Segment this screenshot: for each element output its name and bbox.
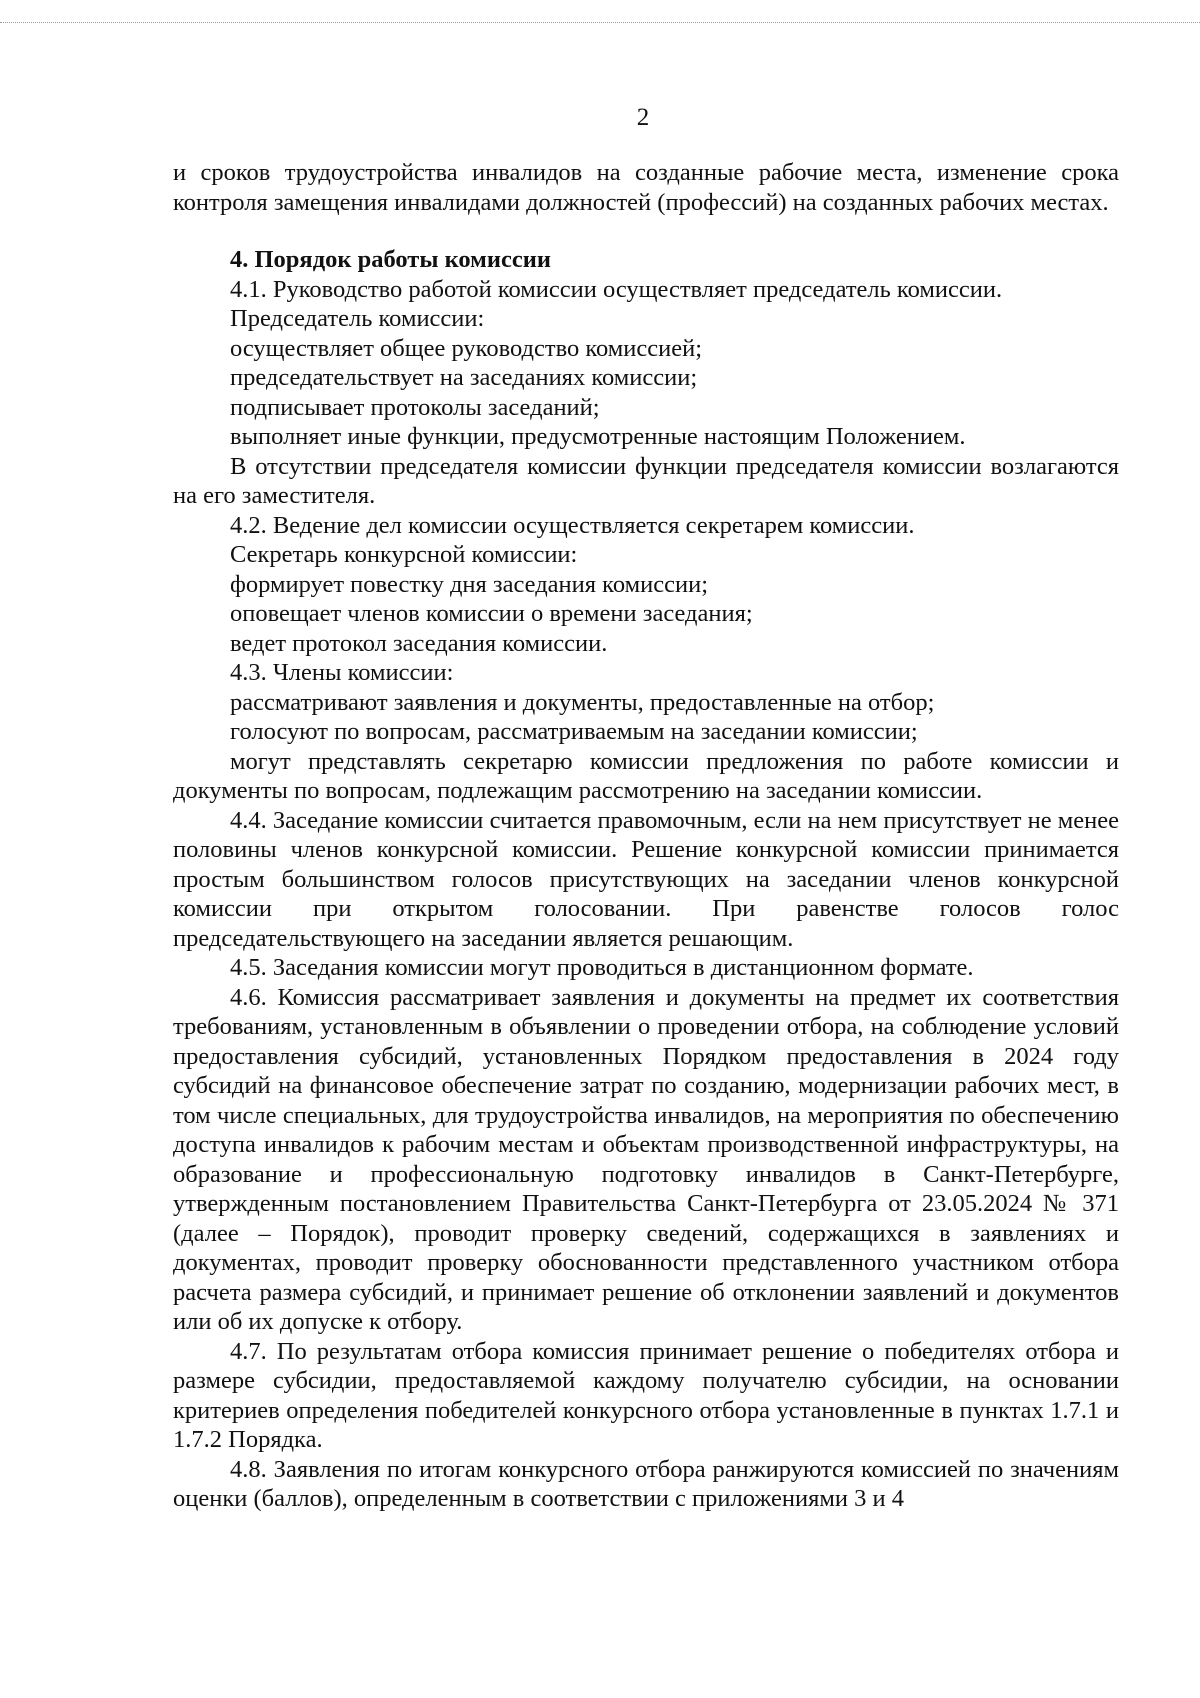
paragraph-4-3: 4.3. Члены комиссии: (230, 659, 454, 686)
list-item: формирует повестку дня заседания комиссии; (230, 570, 709, 598)
paragraph-4-8: 4.8. Заявления по итогам конкурсного отбора ранжируются комиссией по значениям оценки (баллов), определенным в соответствии с приложениями 3 и 4 (173, 1455, 1119, 1512)
list-item: подписывает протоколы заседаний; (230, 393, 600, 421)
paragraph-4-1: 4.1. Руководство работой комиссии осуществляет председатель комиссии. (230, 275, 1003, 303)
paragraph-deputy: В отсутствии председателя комиссии функции председателя комиссии возлагаются на его заместителя. (173, 452, 1119, 509)
top-scan-rule (0, 22, 1200, 23)
list-item: могут представлять секретарю комиссии предложения по работе комиссии и документы по вопросам, подлежащим рассмотрению на заседании комиссии. (173, 747, 1119, 804)
paragraph-4-6: 4.6. Комиссия рассматривает заявления и документы на предмет их соответствия требованиям, установленным в объявлении о проведении отбора, на соблюдение условий предоставления субсидий, установленных Порядком предоставления в 2024 году субсидий на финансовое обеспечение затрат по созданию, модернизации рабочих мест, в том числе специальных, для трудоустройства инвалидов, на мероприятия по обеспечению доступа инвалидов к рабочим местам и объектам производственной инфраструктуры, на образование и профессиональную подготовку инвалидов в Санкт-Петербурге, утвержденным постановлением Правительства Санкт-Петербурга от 23.05.2024 № 371 (далее – Порядок), проводит проверку сведений, содержащихся в заявлениях и документах, проводит проверку обоснованности представленного участником отбора расчета размера субсидий, и принимает решение об отклонении заявлений и документов или об их допуске к отбору. (173, 983, 1119, 1335)
page-number: 2 (636, 104, 650, 131)
paragraph-4-4: 4.4. Заседание комиссии считается правомочным, если на нем присутствует не менее половины членов конкурсной комиссии. Решение конкурсной комиссии принимается простым большинством голосов присутствующих на заседании членов конкурсной комиссии при открытом голосовании. При равенстве голосов голос председательствующего на заседании является решающим. (173, 806, 1119, 952)
paragraph-4-5: 4.5. Заседания комиссии могут проводиться в дистанционном формате. (230, 954, 974, 981)
list-item: выполняет иные функции, предусмотренные настоящим Положением. (230, 423, 966, 450)
list-item: голосуют по вопросам, рассматриваемым на заседании комиссии; (230, 718, 918, 745)
section-heading: 4. Порядок работы комиссии (230, 246, 551, 273)
paragraph-4-7: 4.7. По результатам отбора комиссия принимает решение о победителях отбора и размере субсидии, предоставляемой каждому получателю субсидии, на основании критериев определения победителей конкурсного отбора установленные в пунктах 1.7.1 и 1.7.2 Порядка. (173, 1337, 1119, 1453)
list-item: председательствует на заседаниях комиссии; (230, 364, 698, 391)
list-item: осуществляет общее руководство комиссией; (230, 334, 703, 362)
paragraph-4-2: 4.2. Ведение дел комиссии осуществляется секретарем комиссии. (230, 511, 915, 539)
paragraph-secretary-label: Секретарь конкурсной комиссии: (230, 541, 578, 568)
paragraph-chairman-label: Председатель комиссии: (230, 305, 485, 332)
list-item: оповещает членов комиссии о времени заседания; (230, 600, 753, 627)
paragraph-continuation: и сроков трудоустройства инвалидов на созданные рабочие места, изменение срока контроля замещения инвалидами должностей (профессий) на созданных рабочих местах. (173, 159, 1119, 216)
list-item: рассматривают заявления и документы, предоставленные на отбор; (230, 688, 935, 716)
list-item: ведет протокол заседания комиссии. (230, 629, 608, 657)
document-body (173, 158, 1119, 1514)
